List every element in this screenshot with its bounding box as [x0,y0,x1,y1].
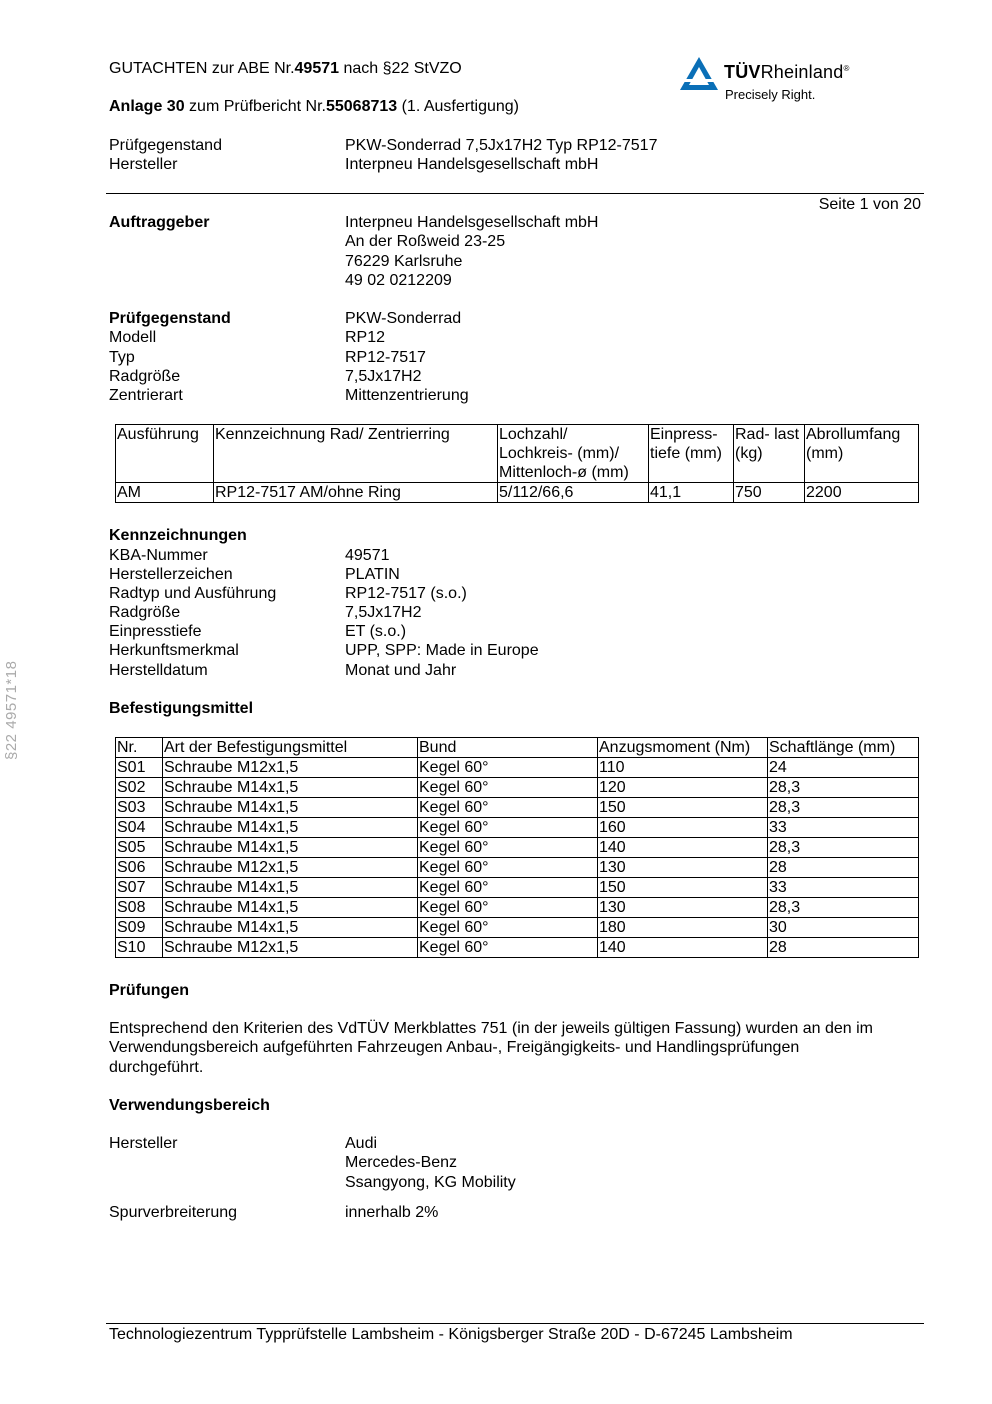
header-text: tiefe (mm) [650,445,722,462]
verwendungsbereich-title: Verwendungsbereich [109,1097,270,1114]
zentrierart-value: Mittenzentrierung [345,387,469,404]
header-text: (kg) [735,445,763,462]
table-row [116,858,919,878]
spur-value: innerhalb 2% [345,1204,439,1221]
table-cell: S01 [116,758,163,778]
radgroesse-label: Radgröße [109,368,181,385]
modell-value: RP12 [345,329,386,346]
typ-label: Typ [109,349,135,366]
table-cell: Kegel 60° [418,918,598,938]
table-cell: 28,3 [768,798,919,818]
header-text: (mm) [806,445,844,462]
kz-value: 7,5Jx17H2 [345,604,422,621]
report-number: 55068713 [325,98,398,115]
table-cell: S03 [116,798,163,818]
pruefungen-text: Verwendungsbereich aufgeführten Fahrzeugen Anbau-, Freigängigkeits- und Handlingsprüfungen [109,1039,800,1056]
table-cell: 110 [598,758,768,778]
table-cell: Kegel 60° [418,758,598,778]
footer-divider [106,1323,924,1324]
table-cell: Schraube M14x1,5 [163,798,418,818]
table-cell: Schraube M14x1,5 [163,818,418,838]
page-info: Seite 1 von 20 [818,196,921,213]
kz-value: UPP, SPP: Made in Europe [345,642,539,659]
report-prefix: zum Prüfbericht Nr. [184,98,326,115]
table-cell: 28,3 [768,838,919,858]
header-cell: Bund [418,738,598,758]
kz-label: Herstelldatum [109,662,208,679]
header-prefix: GUTACHTEN zur ABE Nr. [109,60,295,77]
vb-hersteller-value: Audi [345,1135,378,1152]
table-cell: 140 [598,938,768,958]
table-cell: 33 [768,818,919,838]
table-row [116,938,919,958]
hs-label: Hersteller [109,156,178,173]
header-text: Mittenloch-ø (mm) [499,464,629,481]
header-cell: Nr. [116,738,163,758]
table-cell: Schraube M14x1,5 [163,878,418,898]
logo-brand-bold: TÜV [724,62,761,82]
table-cell: 28,3 [768,778,919,798]
logo-tagline: Precisely Right. [725,87,816,102]
table-cell: Schraube M14x1,5 [163,778,418,798]
table-cell: S10 [116,938,163,958]
radgroesse-value: 7,5Jx17H2 [345,368,422,385]
table-cell: 140 [598,838,768,858]
auftraggeber-line: 49 02 0212209 [345,272,452,289]
table-cell: S02 [116,778,163,798]
table-row [116,778,919,798]
table-row [116,818,919,838]
kz-label: Radgröße [109,604,181,621]
table-cell: Schraube M14x1,5 [163,898,418,918]
table-cell: 130 [598,898,768,918]
table-cell: Kegel 60° [418,838,598,858]
table-cell: Kegel 60° [418,798,598,818]
header-divider [106,193,924,194]
pruefungen-text: Entsprechend den Kriterien des VdTÜV Merkblattes 751 (in der jeweils gültigen Fassung) wurden an den im [109,1020,873,1037]
table-cell: 28 [768,858,919,878]
header-cell [116,425,214,483]
table-cell: 30 [768,918,919,938]
typ-value: RP12-7517 [345,349,426,366]
befestigung-table [115,737,919,958]
pruefungen-title: Prüfungen [109,982,189,999]
header-suffix: nach §22 StVZO [339,60,462,77]
table-cell: 150 [598,798,768,818]
table-cell: S09 [116,918,163,938]
tuv-triangle-icon [680,57,718,91]
header-cell [734,425,805,483]
table-cell: 120 [598,778,768,798]
table-row [116,918,919,938]
table-cell: S06 [116,858,163,878]
table-cell: Schraube M12x1,5 [163,938,418,958]
hs-value: Interpneu Handelsgesellschaft mbH [345,156,599,173]
logo-reg: ® [843,64,850,73]
pruefgegenstand-value: PKW-Sonderrad [345,310,462,327]
vb-hersteller-label: Hersteller [109,1135,178,1152]
kz-label: Herstellerzeichen [109,566,233,583]
table-row [116,798,919,818]
pg-value: PKW-Sonderrad 7,5Jx17H2 Typ RP12-7517 [345,137,658,154]
logo-brand-rest: Rheinland [760,62,844,82]
modell-label: Modell [109,329,157,346]
header-text: Abrollumfang [806,426,901,443]
table-cell: 160 [598,818,768,838]
side-note: §22 49571*18 [3,660,20,760]
table-cell: 5/112/66,6 [498,483,649,503]
logo-brand [724,62,850,83]
table-cell: S08 [116,898,163,918]
table-cell: 33 [768,878,919,898]
kennzeichnungen-title: Kennzeichnungen [109,527,247,544]
table-row [116,898,919,918]
spur-label: Spurverbreiterung [109,1204,238,1221]
header-line-2 [109,97,519,116]
table-cell: S07 [116,878,163,898]
table-cell: Schraube M14x1,5 [163,838,418,858]
table-row [116,758,919,778]
vb-hersteller-value: Mercedes-Benz [345,1154,458,1171]
table-cell: Kegel 60° [418,818,598,838]
header-cell: Anzugsmoment (Nm) [598,738,768,758]
header-text: Ausführung [117,426,199,443]
table-row [116,838,919,858]
kz-value: ET (s.o.) [345,623,407,640]
table-cell: 2200 [805,483,919,503]
table-cell: Kegel 60° [418,858,598,878]
table-cell: 41,1 [649,483,734,503]
table-header-row [116,425,919,483]
table-cell: 24 [768,758,919,778]
befestigung-title: Befestigungsmittel [109,700,254,717]
table-cell: Schraube M12x1,5 [163,858,418,878]
table-cell: Kegel 60° [418,898,598,918]
header-cell [805,425,919,483]
table-cell: 130 [598,858,768,878]
kz-value: RP12-7517 (s.o.) [345,585,467,602]
table-header-row [116,738,919,758]
table-cell: 180 [598,918,768,938]
kz-label: Herkunftsmerkmal [109,642,239,659]
report-suffix: (1. Ausfertigung) [397,98,519,115]
auftraggeber-label: Auftraggeber [109,214,210,231]
header-text: Kennzeichnung Rad/ Zentrierring [215,426,450,443]
tuv-logo [680,56,880,106]
header-text: Rad- last [735,426,800,443]
table-cell: 28 [768,938,919,958]
kz-value: Monat und Jahr [345,662,457,679]
table-cell: Schraube M12x1,5 [163,758,418,778]
table-row [116,878,919,898]
anlage-label: Anlage 30 [109,98,185,115]
kz-label: Radtyp und Ausführung [109,585,277,602]
footer-text: Technologiezentrum Typprüfstelle Lambsheim - Königsberger Straße 20D - D-67245 Lambsheim [109,1326,793,1343]
table-cell: S05 [116,838,163,858]
table-cell: 150 [598,878,768,898]
pruefgegenstand-title: Prüfgegenstand [109,310,231,327]
table-cell: Kegel 60° [418,778,598,798]
table-cell: 28,3 [768,898,919,918]
table-cell: S04 [116,818,163,838]
abe-number: 49571 [294,60,340,77]
header-cell [649,425,734,483]
auftraggeber-line: 76229 Karlsruhe [345,253,463,270]
header-text: Einpress- [650,426,718,443]
header-line-1 [109,59,462,78]
pruefungen-text: durchgeführt. [109,1059,204,1076]
table-cell: Kegel 60° [418,938,598,958]
table-cell: AM [116,483,214,503]
zentrierart-label: Zentrierart [109,387,183,404]
kz-label: KBA-Nummer [109,547,208,564]
auftraggeber-line: Interpneu Handelsgesellschaft mbH [345,214,599,231]
auftraggeber-line: An der Roßweid 23-25 [345,233,506,250]
pg-label: Prüfgegenstand [109,137,222,154]
header-text: Lochkreis- (mm)/ [499,445,620,462]
table-cell: Kegel 60° [418,878,598,898]
kz-value: 49571 [345,547,390,564]
kz-label: Einpresstiefe [109,623,202,640]
kz-value: PLATIN [345,566,400,583]
table-row [116,483,919,503]
header-cell [214,425,498,483]
header-cell: Art der Befestigungsmittel [163,738,418,758]
header-cell: Schaftlänge (mm) [768,738,919,758]
table-cell: 750 [734,483,805,503]
vb-hersteller-value: Ssangyong, KG Mobility [345,1174,516,1191]
table-cell: RP12-7517 AM/ohne Ring [214,483,498,503]
ausfuehrung-table [115,424,919,503]
header-text: Lochzahl/ [499,426,568,443]
table-cell: Schraube M14x1,5 [163,918,418,938]
header-cell [498,425,649,483]
